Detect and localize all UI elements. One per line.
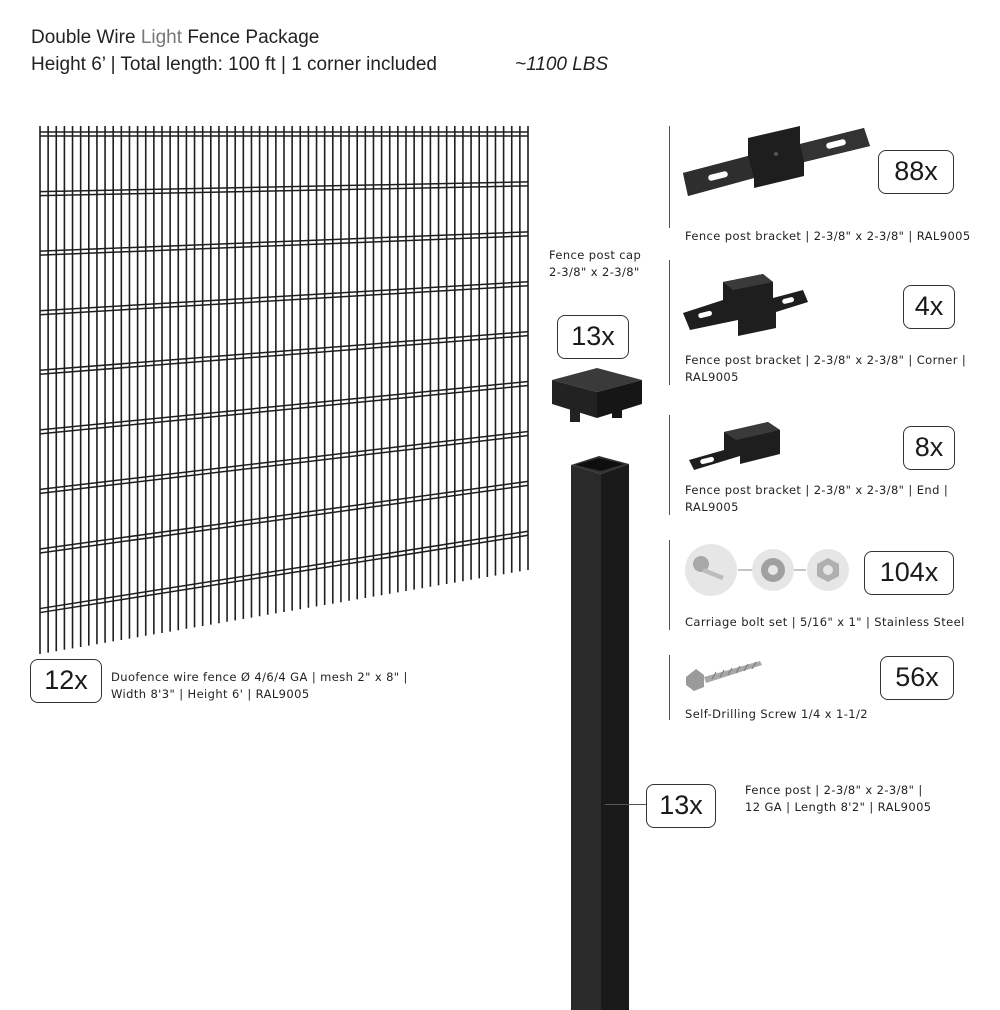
title-part2: Fence Package — [187, 27, 320, 48]
fence-panel-desc-2: Width 8'3" | Height 6' | RAL9005 — [111, 687, 310, 701]
fence-post-desc-2: 12 GA | Length 8'2" | RAL9005 — [745, 800, 932, 814]
bracket-corner-label — [685, 352, 966, 386]
divider-bracket-corner — [669, 260, 670, 385]
bracket-end-label — [685, 482, 948, 516]
screw-label: Self-Drilling Screw 1/4 x 1-1/2 — [685, 707, 868, 721]
bracket-corner-icon — [678, 268, 828, 338]
fence-post-qty-badge: 13x — [646, 784, 716, 828]
post-cap-label — [549, 247, 641, 281]
carriage-bolt-label: Carriage bolt set | 5/16" x 1" | Stainless Steel — [685, 615, 965, 629]
divider-screw — [669, 655, 670, 720]
carriage-bolt-qty-badge: 104x — [864, 551, 954, 595]
screw-icon — [682, 655, 772, 695]
fence-panel-qty-badge: 12x — [30, 659, 102, 703]
bracket-label: Fence post bracket | 2-3/8" x 2-3/8" | RAL9005 — [685, 229, 971, 243]
post-cap-icon — [542, 360, 652, 440]
screw-qty-badge: 56x — [880, 656, 954, 700]
bracket-qty-badge: 88x — [878, 150, 954, 194]
post-cap-desc-2: 2-3/8" x 2-3/8" — [549, 265, 640, 279]
bracket-corner-desc-1: Fence post bracket | 2-3/8" x 2-3/8" | Corner | — [685, 353, 967, 367]
bracket-corner-qty-badge: 4x — [903, 285, 955, 329]
fence-post-image — [567, 450, 637, 1010]
fence-panel-image — [30, 120, 530, 640]
bracket-end-desc-1: Fence post bracket | 2-3/8" x 2-3/8" | End | — [685, 483, 949, 497]
fence-panel-desc-1: Duofence wire fence Ø 4/6/4 GA | mesh 2" x 8" | — [111, 670, 408, 684]
fence-panel-label — [111, 669, 408, 703]
package-weight: ~1100 LBS — [515, 54, 609, 75]
post-cap-qty-badge: 13x — [557, 315, 629, 359]
title-part1: Double Wire — [31, 27, 136, 48]
divider-bracket — [669, 126, 670, 228]
fence-post-label — [745, 782, 932, 816]
title-light: Light — [140, 27, 183, 48]
package-title — [31, 27, 319, 49]
bracket-icon — [678, 118, 878, 208]
package-specs: Height 6’ | Total length: 100 ft | 1 corner included — [31, 54, 437, 75]
bracket-end-desc-2: RAL9005 — [685, 500, 739, 514]
divider-carriage-bolt — [669, 540, 670, 630]
bracket-end-qty-badge: 8x — [903, 426, 955, 470]
divider-bracket-end — [669, 415, 670, 515]
post-cap-desc-1: Fence post cap — [549, 248, 642, 262]
fence-post-desc-1: Fence post | 2-3/8" x 2-3/8" | — [745, 783, 923, 797]
carriage-bolt-icons — [684, 542, 854, 602]
bracket-corner-desc-2: RAL9005 — [685, 370, 739, 384]
bracket-end-icon — [684, 410, 794, 480]
fence-post-leader-line — [605, 804, 649, 805]
